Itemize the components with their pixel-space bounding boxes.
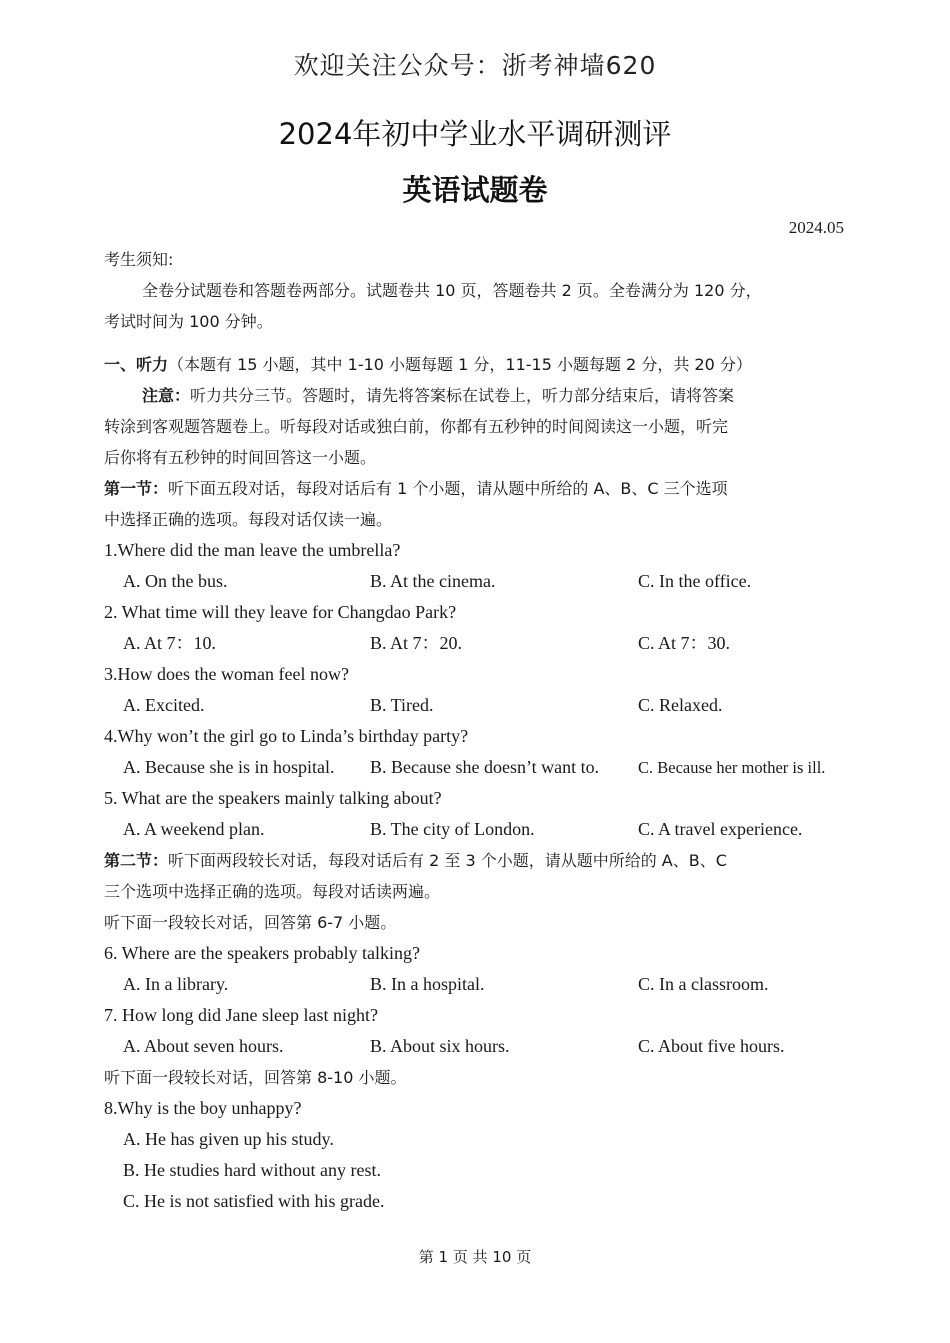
attention-label: 注意： [142,386,191,405]
option-b: B. At 7：20. [370,633,463,653]
option-b: B. In a hospital. [370,974,485,994]
question-stem: 5. What are the speakers mainly talking about? [104,788,442,808]
option-b: B. Tired. [370,695,434,715]
part1-label: 第一节： [104,479,169,498]
question-options [104,628,846,659]
option-b: B. At the cinema. [370,571,496,591]
option-a: A. A weekend plan. [123,819,265,839]
option-a: A. In a library. [123,974,229,994]
question-stem: 8.Why is the boy unhappy? [104,1098,302,1118]
part1-line-2: 中选择正确的选项。每段对话仅读一遍。 [104,510,393,529]
question-options [104,814,846,845]
section1-heading [104,349,846,380]
part2-line-1: 第二节：听下面两段较长对话，每段对话后有 2 至 3 个小题，请从题中所给的 A、B、C [104,851,727,870]
option-b: B. About six hours. [370,1036,510,1056]
dialog1-intro: 听下面一段较长对话，回答第 6-7 小题。 [104,913,397,932]
notice-line-1: 全卷分试题卷和答题卷两部分。试题卷共 10 页，答题卷共 2 页。全卷满分为 120 分， [142,281,762,300]
question-stem: 4.Why won’t the girl go to Linda’s birthday party? [104,726,469,746]
option-c: C. At 7：30. [638,633,731,653]
option-a: A. Excited. [123,695,205,715]
attention-line-1: 注意：听力共分三节。答题时，请先将答案标在试卷上，听力部分结束后，请将答案 [142,386,735,405]
option-c: C. About five hours. [638,1036,785,1056]
exam-date: 2024.05 [788,218,844,237]
question-options [104,1031,846,1062]
attention-line-2: 转涂到客观题答题卷上。听每段对话或独白前，你都有五秒钟的时间阅读这一小题，听完 [104,417,729,436]
question-options [104,752,846,783]
part2-line-2: 三个选项中选择正确的选项。每段对话读两遍。 [104,882,441,901]
option-a: A. Because she is in hospital. [123,757,335,777]
wechat-banner: 欢迎关注公众号：浙考神墙620 [293,51,657,80]
option-c: C. A travel experience. [638,819,803,839]
notice-label: 考生须知: [104,250,174,269]
question-stem: 7. How long did Jane sleep last night? [104,1005,378,1025]
question-stem: 1.Where did the man leave the umbrella? [104,540,401,560]
option-c: C. Relaxed. [638,695,723,715]
question-stem: 6. Where are the speakers probably talking? [104,943,421,963]
exam-subtitle: 英语试题卷 [402,173,548,207]
page-footer: 第 1 页 共 10 页 [418,1248,532,1266]
question-stem: 2. What time will they leave for Changdao Park? [104,602,457,622]
question-options [104,566,846,597]
section1-title: 一、听力 [104,355,169,374]
option-a: A. At 7：10. [123,633,217,653]
exam-title: 2024年初中学业水平调研测评 [278,117,672,151]
option-a: A. About seven hours. [123,1036,284,1056]
question-options [104,969,846,1000]
option-b: B. Because she doesn’t want to. [370,757,600,777]
option-a: A. He has given up his study. [123,1129,334,1149]
option-c: C. In the office. [638,571,752,591]
dialog2-intro: 听下面一段较长对话，回答第 8-10 小题。 [104,1068,407,1087]
option-a: A. On the bus. [123,571,228,591]
option-c: C. He is not satisfied with his grade. [123,1191,385,1211]
question-stem: 3.How does the woman feel now? [104,664,349,684]
part1-line-1: 第一节：听下面五段对话，每段对话后有 1 个小题，请从题中所给的 A、B、C 三个选项 [104,479,728,498]
question-options [104,690,846,721]
part2-label: 第二节： [104,851,169,870]
option-c: C. In a classroom. [638,974,769,994]
option-b: B. The city of London. [370,819,535,839]
attention-line-3: 后你将有五秒钟的时间回答这一小题。 [104,448,377,467]
option-b: B. He studies hard without any rest. [123,1160,381,1180]
section1-detail: （本题有 15 小题，其中 1-10 小题每题 1 分，11-15 小题每题 2 分，共 20 分） [168,355,752,374]
notice-line-2: 考试时间为 100 分钟。 [104,312,273,331]
exam-body [104,244,846,1217]
option-c: C. Because her mother is ill. [638,758,826,777]
